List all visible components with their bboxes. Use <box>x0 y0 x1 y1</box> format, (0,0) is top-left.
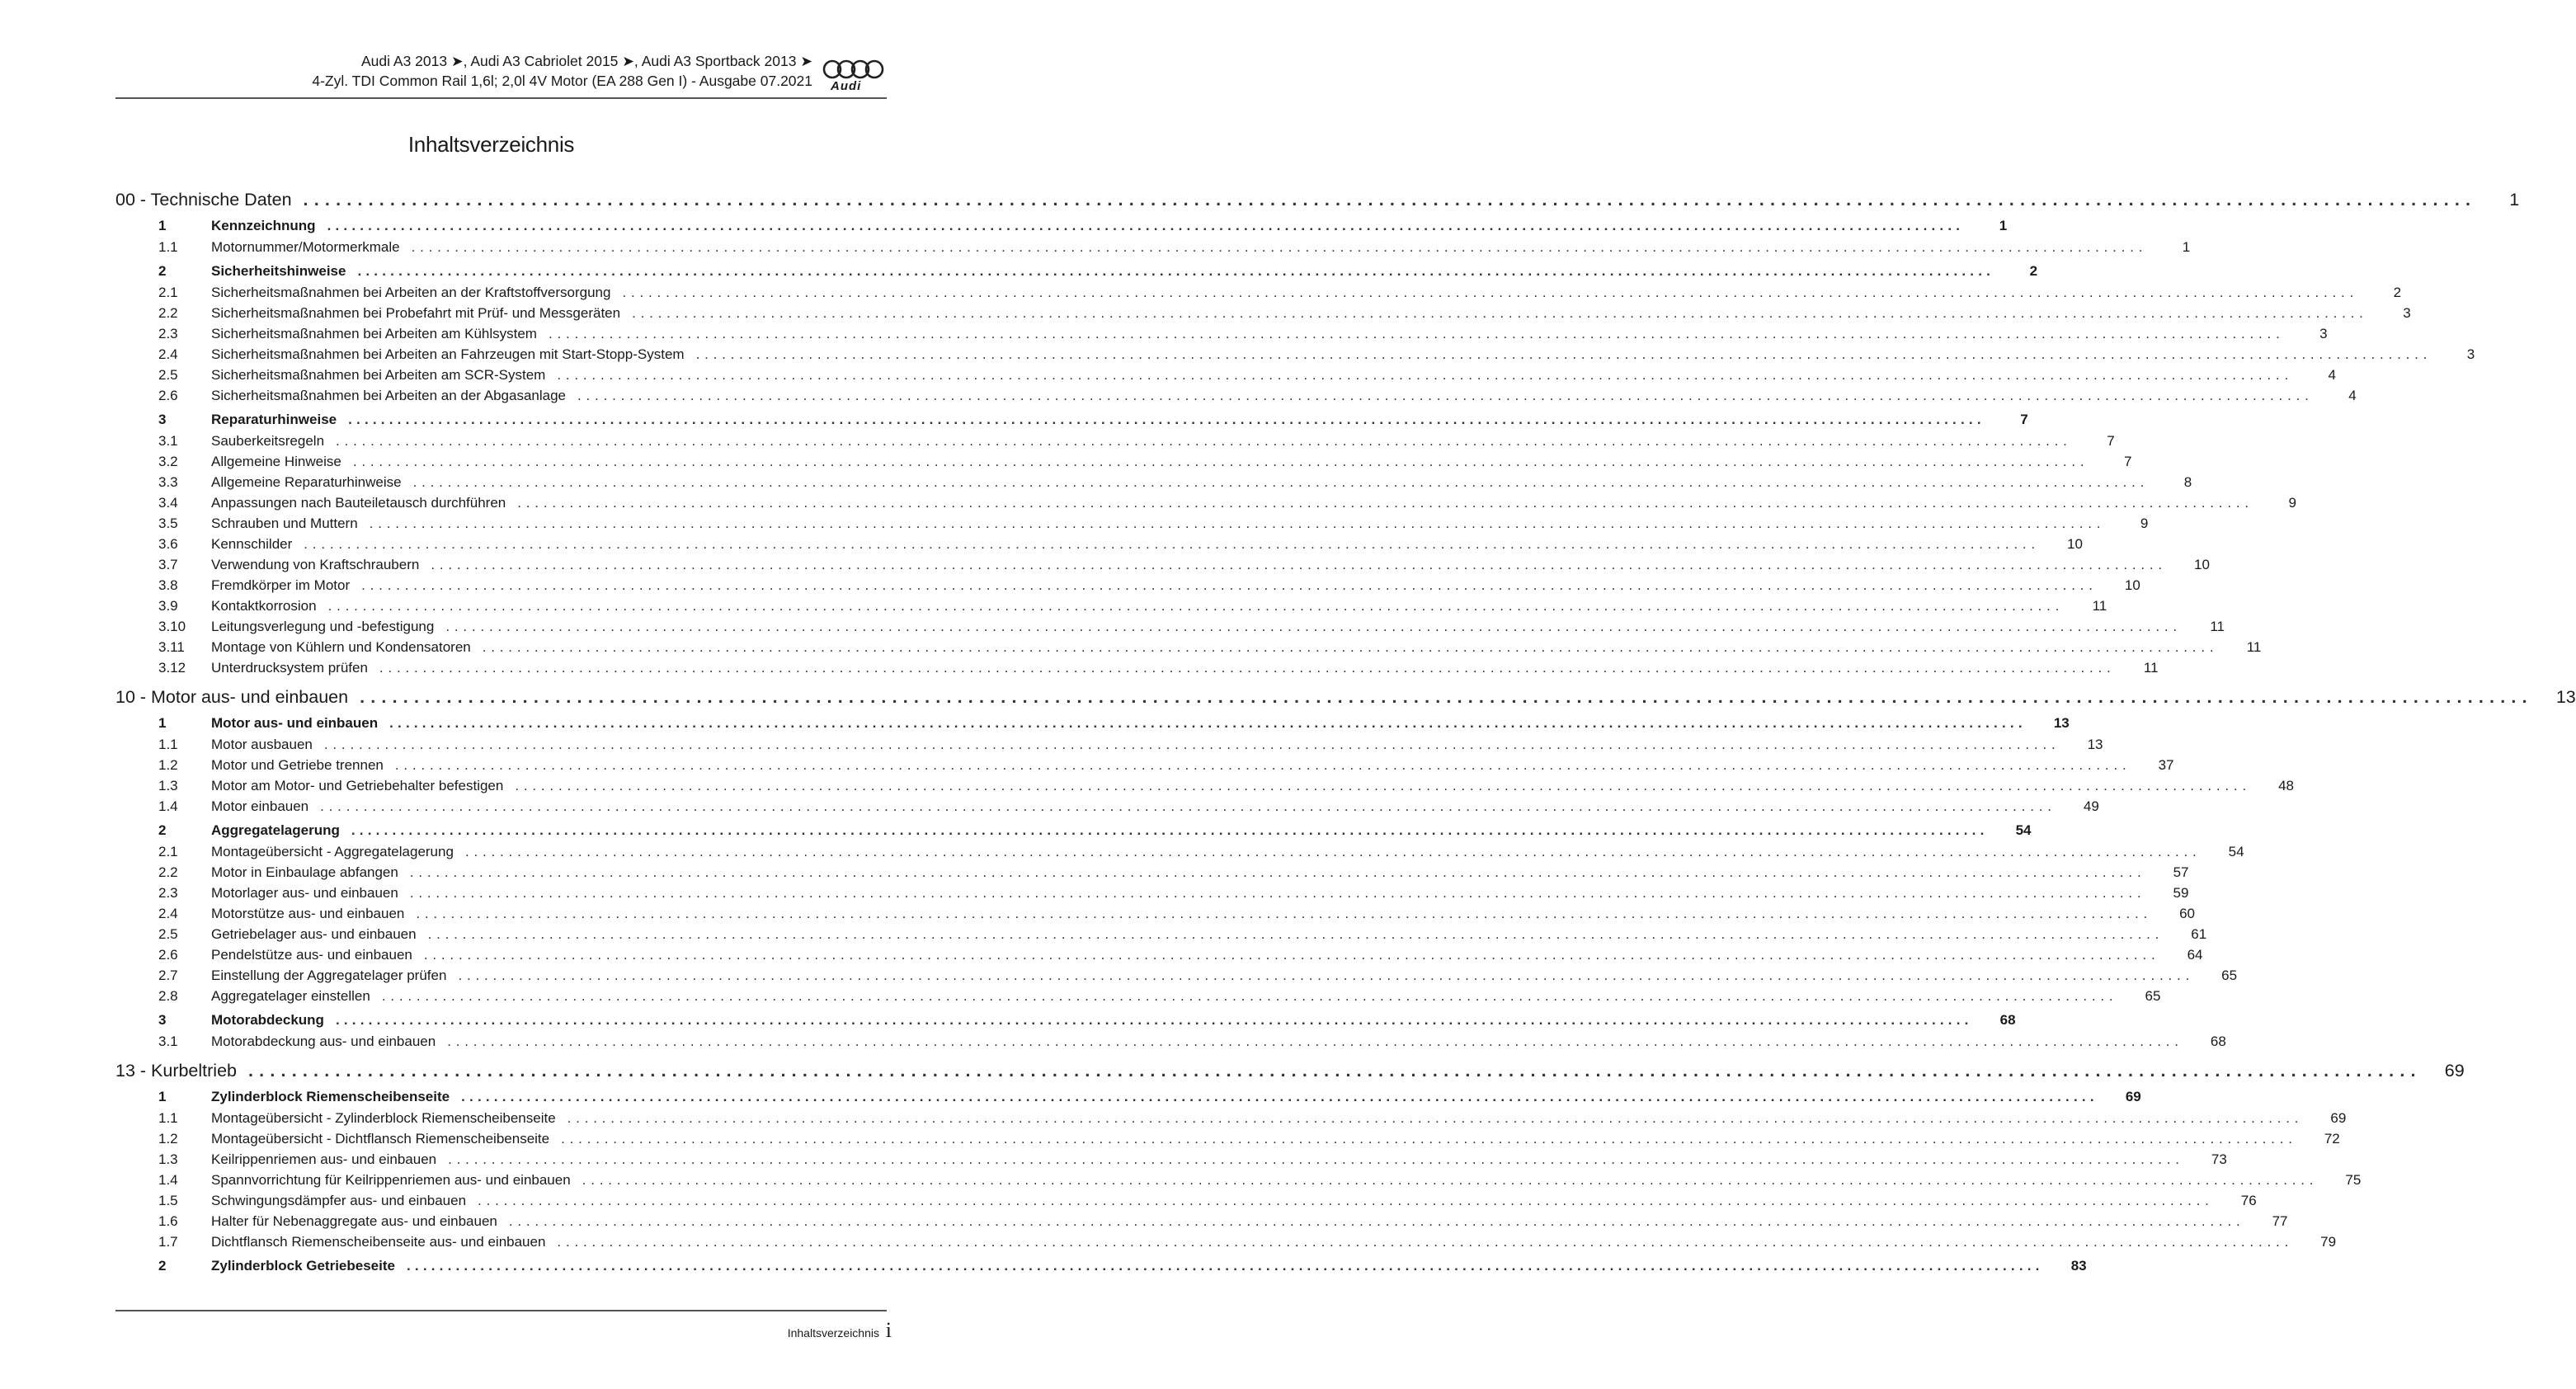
toc-page-number: 3 <box>2466 346 2475 362</box>
dot-leader: ........................................................................................................................................................................................................ <box>427 926 2164 942</box>
toc-title: 00 - Technische Daten <box>115 190 292 210</box>
dot-leader: ........................................................................................................................................................................................................ <box>379 660 2116 676</box>
toc-section-row[interactable] <box>115 218 2008 239</box>
dot-leader: ........................................................................................................................................................................................................ <box>622 285 2359 300</box>
toc-title: Zylinderblock Getriebeseite <box>211 1258 395 1274</box>
page-title: Inhaltsverzeichnis <box>407 132 575 157</box>
toc-number: 2 <box>158 822 167 838</box>
toc-page-number: 65 <box>2145 988 2161 1004</box>
toc-page-number: 2 <box>2393 285 2402 300</box>
dot-leader: ........................................................................................................................................................................................................ <box>335 1012 1973 1028</box>
toc-page-number: 9 <box>2140 516 2149 531</box>
toc-page-number: 3 <box>2319 326 2328 341</box>
table-of-contents <box>115 190 2576 1279</box>
toc-page-number: 48 <box>2278 778 2294 793</box>
toc-item-row[interactable] <box>115 433 2115 454</box>
toc-title: Dichtflansch Riemenscheibenseite aus- und einbauen <box>211 1234 546 1250</box>
toc-page-number: 7 <box>2123 454 2132 469</box>
dot-leader: ........................................................................................................................................................................................................ <box>561 1131 2297 1147</box>
toc-item-row[interactable] <box>115 968 2238 988</box>
toc-section-row[interactable] <box>115 715 2070 737</box>
toc-title: Sicherheitsmaßnahmen bei Probefahrt mit Prüf- und Messgeräten <box>211 305 621 321</box>
toc-title: Motor aus- und einbauen <box>211 715 379 731</box>
toc-page-number: 68 <box>2210 1034 2226 1049</box>
toc-page-number: 61 <box>2191 926 2207 942</box>
toc-number: 2.4 <box>158 906 178 921</box>
toc-page-number: 69 <box>2330 1110 2347 1126</box>
toc-number: 2.1 <box>158 844 178 859</box>
toc-page-number: 1 <box>2509 190 2520 210</box>
dot-leader: ........................................................................................................................................................................................................ <box>351 822 1989 838</box>
toc-title: Aggregatelagerung <box>211 822 340 838</box>
toc-title: Anpassungen nach Bauteiletausch durchführen <box>211 495 506 511</box>
toc-number: 3.10 <box>158 619 186 634</box>
toc-title: Sicherheitsmaßnahmen bei Arbeiten an der Kraftstoffversorgung <box>211 285 611 300</box>
toc-title: Sicherheitsmaßnahmen bei Arbeiten an der Abgasanlage <box>211 388 567 403</box>
toc-item-row[interactable] <box>115 1151 2227 1172</box>
toc-title: Zylinderblock Riemenscheibenseite <box>211 1089 450 1104</box>
toc-page-number: 9 <box>2288 495 2296 511</box>
toc-title: Motorstütze aus- und einbauen <box>211 906 405 921</box>
toc-title: 10 - Motor aus- und einbauen <box>115 687 349 707</box>
toc-number: 3.11 <box>158 639 185 655</box>
toc-number: 1.1 <box>158 1110 178 1126</box>
toc-title: Montageübersicht - Aggregatelagerung <box>211 844 454 859</box>
toc-title: Unterdrucksystem prüfen <box>211 660 368 676</box>
dot-leader: ........................................................................................................................................................................................................ <box>557 1234 2294 1250</box>
dot-leader: ........................................................................................................................................................................................................ <box>394 757 2131 773</box>
toc-title: Motor am Motor- und Getriebehalter befestigen <box>211 778 504 793</box>
toc-title: Montage von Kühlern und Kondensatoren <box>211 639 471 655</box>
toc-title: Kennzeichnung <box>211 218 316 233</box>
toc-page-number: 83 <box>2070 1258 2087 1274</box>
dot-leader: ........................................................................................................................................................................................................ <box>632 305 2368 321</box>
toc-page-number: 10 <box>2124 577 2140 593</box>
toc-page-number: 76 <box>2240 1193 2257 1208</box>
toc-title: Sauberkeitsregeln <box>211 433 325 449</box>
toc-number: 3.5 <box>158 516 178 531</box>
toc-number: 1 <box>158 715 167 731</box>
toc-title: Keilrippenriemen aus- und einbauen <box>211 1151 437 1167</box>
toc-section-row[interactable] <box>115 822 2032 844</box>
toc-page-number: 75 <box>2345 1172 2362 1188</box>
header-rule <box>115 97 887 99</box>
toc-item-row[interactable] <box>115 495 2296 516</box>
toc-number: 3.8 <box>158 577 178 593</box>
toc-page-number: 79 <box>2320 1234 2337 1250</box>
toc-item-row[interactable] <box>115 474 2192 495</box>
toc-item-row[interactable] <box>115 757 2174 778</box>
toc-item-row[interactable] <box>115 660 2159 680</box>
toc-item-row[interactable] <box>115 516 2149 536</box>
dot-leader: ........................................................................................................................................................................................................ <box>327 218 1965 233</box>
toc-number: 3 <box>158 1012 167 1028</box>
dot-leader: ........................................................................................................................................................................................................ <box>548 326 2285 341</box>
logo-wordmark: Audi <box>831 79 862 93</box>
toc-page-number: 59 <box>2173 885 2189 901</box>
toc-section-row[interactable] <box>115 1089 2141 1110</box>
dot-leader: ........................................................................................................................................................................................................ <box>461 1089 2098 1104</box>
toc-title: Motor in Einbaulage abfangen <box>211 864 398 880</box>
toc-page-number: 49 <box>2083 798 2099 814</box>
toc-title: Motorlager aus- und einbauen <box>211 885 398 901</box>
toc-item-row[interactable] <box>115 1234 2337 1255</box>
toc-item-row[interactable] <box>115 864 2189 885</box>
toc-number: 3 <box>158 412 167 427</box>
toc-title: Sicherheitsmaßnahmen bei Arbeiten am Kühlsystem <box>211 326 537 341</box>
toc-number: 2.7 <box>158 968 178 983</box>
chapter-spacer <box>115 1054 883 1061</box>
toc-item-row[interactable] <box>115 619 2225 639</box>
toc-number: 2.3 <box>158 326 178 341</box>
toc-number: 3.2 <box>158 454 178 469</box>
toc-item-row[interactable] <box>115 454 2132 474</box>
toc-page-number: 13 <box>2087 737 2103 752</box>
toc-item-row[interactable] <box>115 778 2294 798</box>
toc-item-row[interactable] <box>115 305 2411 326</box>
dot-leader: ........................................................................................................................................................................................................ <box>695 346 2432 362</box>
toc-section-row[interactable] <box>115 1258 2087 1279</box>
toc-number: 2.6 <box>158 947 178 963</box>
toc-title: Leitungsverlegung und -befestigung <box>211 619 435 634</box>
toc-item-row[interactable] <box>115 639 2262 660</box>
toc-item-row[interactable] <box>115 577 2140 598</box>
toc-page-number: 11 <box>2246 639 2262 655</box>
toc-title: Halter für Nebenaggregate aus- und einbauen <box>211 1213 497 1229</box>
toc-page-number: 54 <box>2015 822 2032 838</box>
toc-title: Motor einbauen <box>211 798 309 814</box>
dot-leader: ........................................................................................................................................................................................................ <box>389 715 2027 731</box>
toc-chapter-row[interactable] <box>115 1061 2465 1085</box>
toc-section-row[interactable] <box>115 412 2028 433</box>
toc-title: Motornummer/Motormerkmale <box>211 239 400 255</box>
page-header <box>115 51 887 97</box>
toc-number: 1.1 <box>158 737 178 752</box>
toc-page-number: 7 <box>2020 412 2028 427</box>
toc-page-number: 3 <box>2403 305 2411 321</box>
toc-title: Spannvorrichtung für Keilrippenriemen aus- und einbauen <box>211 1172 571 1188</box>
dot-leader: ........................................................................................................................................................................................................ <box>508 1213 2245 1229</box>
toc-title: Motor ausbauen <box>211 737 313 752</box>
toc-number: 3.3 <box>158 474 178 490</box>
toc-title: Motorabdeckung <box>211 1012 324 1028</box>
toc-item-row[interactable] <box>115 798 2099 819</box>
toc-title: Fremdkörper im Motor <box>211 577 351 593</box>
dot-leader: ........................................................................................................................................................................................................ <box>458 968 2195 983</box>
footer-rule <box>115 1310 887 1311</box>
toc-title: Getriebelager aus- und einbauen <box>211 926 417 942</box>
toc-title: Pendelstütze aus- und einbauen <box>211 947 412 963</box>
toc-page-number: 10 <box>2194 557 2210 572</box>
chapter-spacer <box>115 680 883 687</box>
dot-leader: ........................................................................................................................................................................................................ <box>577 388 2314 403</box>
toc-page-number: 57 <box>2173 864 2189 880</box>
toc-item-row[interactable] <box>115 885 2189 906</box>
toc-item-row[interactable] <box>115 598 2107 619</box>
toc-title: Montageübersicht - Zylinderblock Riemenscheibenseite <box>211 1110 556 1126</box>
toc-number: 1.7 <box>158 1234 178 1250</box>
toc-number: 3.9 <box>158 598 178 614</box>
toc-item-row[interactable] <box>115 1193 2257 1213</box>
dot-leader: ........................................................................................................................................................................................................ <box>348 412 1985 427</box>
dot-leader: ........................................................................................................................................................................................................ <box>336 433 2072 449</box>
toc-page-number: 69 <box>2444 1061 2465 1081</box>
toc-number: 2.5 <box>158 367 178 383</box>
footer-label: Inhaltsverzeichnis <box>787 1326 879 1340</box>
toc-number: 1.3 <box>158 1151 178 1167</box>
toc-item-row[interactable] <box>115 988 2161 1009</box>
toc-title: Allgemeine Hinweise <box>211 454 341 469</box>
toc-page-number: 7 <box>2107 433 2115 449</box>
toc-item-row[interactable] <box>115 926 2207 947</box>
toc-number: 2 <box>158 1258 167 1274</box>
toc-item-row[interactable] <box>115 536 2083 557</box>
toc-title: Montageübersicht - Dichtflansch Riemenscheibenseite <box>211 1131 550 1147</box>
dot-leader: ........................................................................................................................................................................................................ <box>303 190 2477 210</box>
toc-item-row[interactable] <box>115 947 2203 968</box>
toc-page-number: 4 <box>2328 367 2336 383</box>
toc-page-number: 1 <box>1999 218 2008 233</box>
dot-leader: ........................................................................................................................................................................................................ <box>445 619 2182 634</box>
dot-leader: ........................................................................................................................................................................................................ <box>482 639 2219 655</box>
toc-number: 2.6 <box>158 388 178 403</box>
toc-title: Kontaktkorrosion <box>211 598 317 614</box>
dot-leader: ........................................................................................................................................................................................................ <box>557 367 2293 383</box>
toc-number: 1.2 <box>158 757 178 773</box>
toc-title: Aggregatelager einstellen <box>211 988 370 1004</box>
dot-leader: ........................................................................................................................................................................................................ <box>447 1034 2183 1049</box>
toc-item-row[interactable] <box>115 285 2402 305</box>
dot-leader: ........................................................................................................................................................................................................ <box>567 1110 2304 1126</box>
toc-title: Motor und Getriebe trennen <box>211 757 384 773</box>
toc-number: 3.7 <box>158 557 178 572</box>
toc-item-row[interactable] <box>115 388 2357 408</box>
toc-number: 3.4 <box>158 495 178 511</box>
toc-page-number: 10 <box>2067 536 2083 552</box>
dot-leader: ........................................................................................................................................................................................................ <box>357 263 1995 279</box>
dot-leader: ........................................................................................................................................................................................................ <box>409 864 2146 880</box>
toc-title: Sicherheitshinweise <box>211 263 346 279</box>
dot-leader: ........................................................................................................................................................................................................ <box>323 737 2060 752</box>
toc-page-number: 69 <box>2125 1089 2141 1104</box>
toc-page-number: 54 <box>2228 844 2244 859</box>
dot-leader: ........................................................................................................................................................................................................ <box>517 495 2253 511</box>
dot-leader: ........................................................................................................................................................................................................ <box>327 598 2065 614</box>
toc-title: Motorabdeckung aus- und einbauen <box>211 1034 436 1049</box>
toc-item-row[interactable] <box>115 844 2244 864</box>
dot-leader: ........................................................................................................................................................................................................ <box>320 798 2056 814</box>
header-vehicle-line: Audi A3 2013 ➤, Audi A3 Cabriolet 2015 ➤, Audi A3 Sportback 2013 ➤ <box>360 53 812 69</box>
toc-number: 1.5 <box>158 1193 178 1208</box>
toc-page-number: 8 <box>2183 474 2192 490</box>
header-text <box>312 51 812 91</box>
toc-section-row[interactable] <box>115 263 2038 285</box>
toc-item-row[interactable] <box>115 367 2336 388</box>
toc-number: 2.1 <box>158 285 178 300</box>
toc-item-row[interactable] <box>115 326 2328 346</box>
dot-leader: ........................................................................................................................................................................................................ <box>416 906 2153 921</box>
toc-number: 2 <box>158 263 167 279</box>
toc-number: 2.3 <box>158 885 178 901</box>
toc-item-row[interactable] <box>115 906 2196 926</box>
dot-leader: ........................................................................................................................................................................................................ <box>304 536 2040 552</box>
toc-number: 2.5 <box>158 926 178 942</box>
toc-number: 1 <box>158 218 167 233</box>
toc-page-number: 11 <box>2143 660 2159 676</box>
toc-item-row[interactable] <box>115 1131 2340 1151</box>
header-engine-line: 4-Zyl. TDI Common Rail 1,6l; 2,0l 4V Motor (EA 288 Gen I) - Ausgabe 07.2021 <box>312 73 812 89</box>
toc-page-number: 13 <box>2555 687 2576 707</box>
toc-page-number: 2 <box>2029 263 2038 279</box>
dot-leader: ........................................................................................................................................................................................................ <box>431 557 2167 572</box>
toc-title: Sicherheitsmaßnahmen bei Arbeiten am SCR-System <box>211 367 546 383</box>
dot-leader: ........................................................................................................................................................................................................ <box>369 516 2106 531</box>
toc-number: 1.2 <box>158 1131 178 1147</box>
toc-item-row[interactable] <box>115 737 2103 757</box>
toc-title: 13 - Kurbeltrieb <box>115 1061 237 1081</box>
toc-number: 1.6 <box>158 1213 178 1229</box>
toc-page-number: 60 <box>2179 906 2196 921</box>
toc-title: Reparaturhinweise <box>211 412 337 427</box>
dot-leader: ........................................................................................................................................................................................................ <box>360 687 2533 707</box>
toc-page-number: 68 <box>1999 1012 2016 1028</box>
toc-number: 2.4 <box>158 346 178 362</box>
toc-number: 1.1 <box>158 239 178 255</box>
toc-title: Kennschilder <box>211 536 293 552</box>
audi-logo <box>821 59 887 92</box>
toc-section-row[interactable] <box>115 1012 2016 1034</box>
dot-leader: ........................................................................................................................................................................................................ <box>409 885 2146 901</box>
toc-title: Allgemeine Reparaturhinweise <box>211 474 402 490</box>
toc-page-number: 73 <box>2211 1151 2227 1167</box>
toc-item-row[interactable] <box>115 239 2191 260</box>
toc-item-row[interactable] <box>115 1213 2288 1234</box>
toc-page-number: 72 <box>2324 1131 2340 1147</box>
dot-leader: ........................................................................................................................................................................................................ <box>248 1061 2422 1081</box>
toc-page-number: 65 <box>2221 968 2238 983</box>
toc-number: 3.6 <box>158 536 178 552</box>
dot-leader: ........................................................................................................................................................................................................ <box>361 577 2098 593</box>
dot-leader: ........................................................................................................................................................................................................ <box>582 1172 2319 1188</box>
toc-number: 3.1 <box>158 433 178 449</box>
dot-leader: ........................................................................................................................................................................................................ <box>464 844 2202 859</box>
dot-leader: ........................................................................................................................................................................................................ <box>352 454 2089 469</box>
dot-leader: ........................................................................................................................................................................................................ <box>412 474 2150 490</box>
toc-title: Schrauben und Muttern <box>211 516 358 531</box>
toc-number: 2.2 <box>158 305 178 321</box>
toc-item-row[interactable] <box>115 557 2210 577</box>
toc-item-row[interactable] <box>115 1110 2347 1131</box>
dot-leader: ........................................................................................................................................................................................................ <box>448 1151 2184 1167</box>
toc-page-number: 64 <box>2187 947 2203 963</box>
dot-leader: ........................................................................................................................................................................................................ <box>406 1258 2044 1274</box>
toc-page-number: 77 <box>2272 1213 2288 1229</box>
footer-page-number: i <box>885 1318 892 1342</box>
dot-leader: ........................................................................................................................................................................................................ <box>423 947 2160 963</box>
toc-item-row[interactable] <box>115 346 2475 367</box>
toc-number: 1.3 <box>158 778 178 793</box>
dot-leader: ........................................................................................................................................................................................................ <box>411 239 2148 255</box>
toc-item-row[interactable] <box>115 1172 2362 1193</box>
toc-page-number: 13 <box>2053 715 2070 731</box>
toc-number: 3.1 <box>158 1034 178 1049</box>
toc-page-number: 4 <box>2348 388 2357 403</box>
toc-page-number: 11 <box>2092 598 2107 614</box>
toc-number: 1 <box>158 1089 167 1104</box>
toc-number: 2.8 <box>158 988 178 1004</box>
dot-leader: ........................................................................................................................................................................................................ <box>515 778 2251 793</box>
toc-item-row[interactable] <box>115 1034 2226 1054</box>
toc-title: Verwendung von Kraftschraubern <box>211 557 420 572</box>
toc-title: Einstellung der Aggregatelager prüfen <box>211 968 447 983</box>
toc-title: Sicherheitsmaßnahmen bei Arbeiten an Fahrzeugen mit Start-Stopp-System <box>211 346 685 362</box>
toc-title: Schwingungsdämpfer aus- und einbauen <box>211 1193 467 1208</box>
toc-chapter-row[interactable] <box>115 687 2576 712</box>
dot-leader: ........................................................................................................................................................................................................ <box>478 1193 2214 1208</box>
dot-leader: ........................................................................................................................................................................................................ <box>381 988 2118 1004</box>
toc-number: 1.4 <box>158 1172 178 1188</box>
toc-number: 2.2 <box>158 864 178 880</box>
toc-number: 1.4 <box>158 798 178 814</box>
audi-rings-icon <box>821 59 887 79</box>
toc-chapter-row[interactable] <box>115 190 2520 214</box>
toc-page-number: 1 <box>2182 239 2191 255</box>
toc-page-number: 11 <box>2210 619 2225 634</box>
toc-page-number: 37 <box>2158 757 2174 773</box>
toc-number: 3.12 <box>158 660 186 676</box>
